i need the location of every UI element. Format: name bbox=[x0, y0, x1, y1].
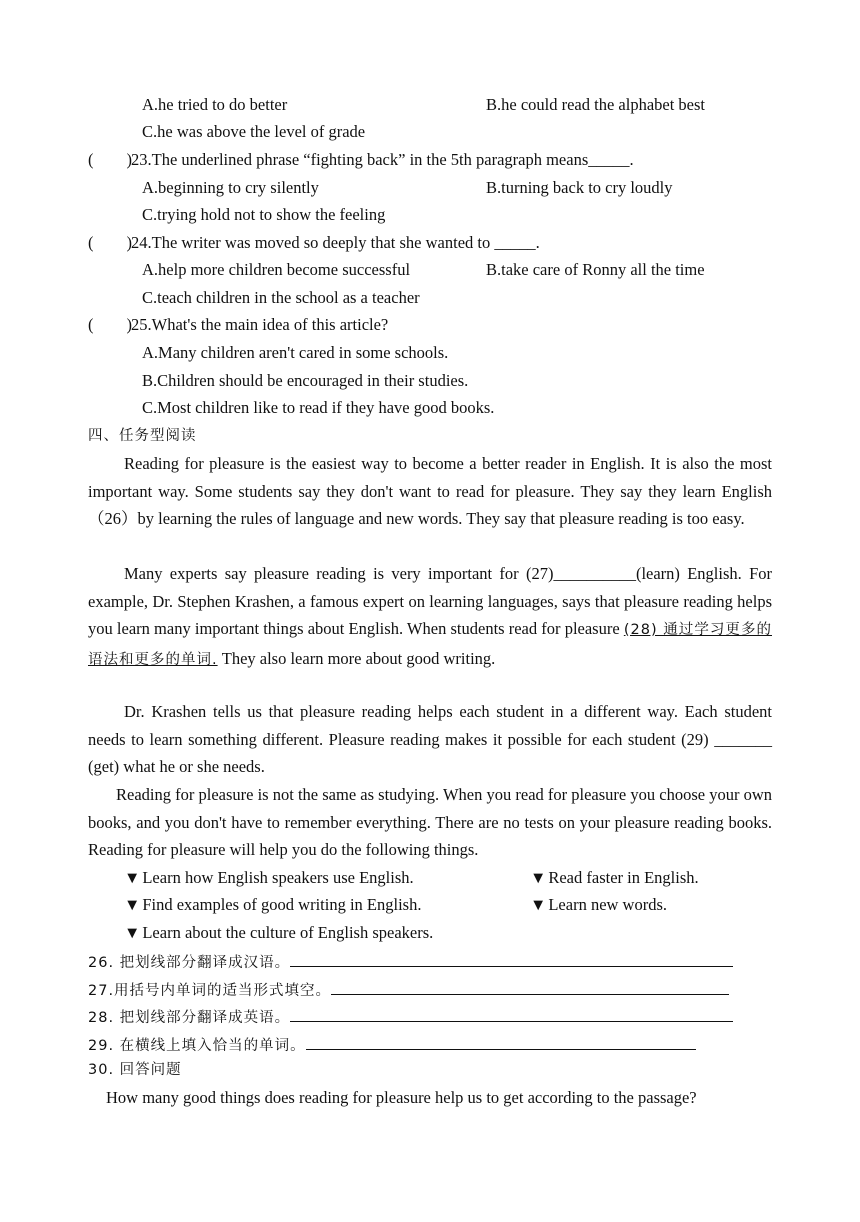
bullet-text: Read faster in English. bbox=[548, 868, 699, 887]
bullet-item bbox=[530, 895, 667, 915]
q22-option-a: A.he tried to do better bbox=[142, 95, 288, 114]
q25-answer-paren[interactable]: ( ) bbox=[88, 315, 132, 334]
p2-text-start: Many experts say pleasure reading is very important for (27)__________(learn) English. For example, Dr. Stephen Krashen, a famous expert on learning languages, says that pleasure reading helps you learn many important things about English. When students read for pleasure bbox=[88, 564, 772, 639]
task-28-label: 28. 把划线部分翻译成英语。 bbox=[88, 1010, 291, 1026]
passage-paragraph-3: Dr. Krashen tells us that pleasure reading helps each student in a different way. Each student needs to learn something different. Pleasure reading makes it possible for each student (29) _______ (get) what he or she needs. bbox=[88, 702, 772, 777]
answer-line-26[interactable] bbox=[290, 950, 733, 967]
bullet-item bbox=[530, 868, 699, 888]
bullet-text: Learn how English speakers use English. bbox=[142, 868, 414, 887]
task-27 bbox=[88, 978, 729, 1001]
q22-option-c: C.he was above the level of grade bbox=[142, 122, 366, 141]
q24-answer-paren[interactable]: ( ) bbox=[88, 233, 132, 252]
triangle-down-icon: ▼ bbox=[124, 868, 141, 887]
task-29-label: 29. 在横线上填入恰当的单词。 bbox=[88, 1038, 306, 1054]
q24-option-c: C.teach children in the school as a teacher bbox=[142, 288, 420, 307]
q23-stem: 23.The underlined phrase “fighting back” in the 5th paragraph means_____. bbox=[131, 150, 634, 169]
triangle-down-icon: ▼ bbox=[124, 923, 141, 942]
q25-option-a: A.Many children aren't cared in some schools. bbox=[142, 343, 449, 362]
bullet-item bbox=[124, 868, 414, 888]
p1-underlined-26: （26）by learning the rules of language and new words bbox=[88, 509, 459, 529]
q24-option-b: B.take care of Ronny all the time bbox=[486, 260, 705, 279]
triangle-down-icon: ▼ bbox=[530, 868, 547, 887]
triangle-down-icon: ▼ bbox=[124, 895, 141, 914]
task-30-label: 30. 回答问题 bbox=[88, 1062, 182, 1078]
answer-line-29[interactable] bbox=[306, 1033, 696, 1050]
bullet-item bbox=[124, 895, 421, 915]
answer-line-27[interactable] bbox=[331, 978, 729, 995]
task-30-question: How many good things does reading for pleasure help us to get according to the passage? bbox=[106, 1088, 697, 1107]
answer-line-28[interactable] bbox=[290, 1005, 733, 1022]
section-title: 四、任务型阅读 bbox=[88, 428, 197, 444]
task-29 bbox=[88, 1033, 696, 1056]
task-26 bbox=[88, 950, 733, 973]
task-26-label: 26. 把划线部分翻译成汉语。 bbox=[88, 955, 291, 971]
q24-option-a: A.help more children become successful bbox=[142, 260, 411, 279]
passage-paragraph-2 bbox=[88, 560, 772, 674]
q23-answer-paren[interactable]: ( ) bbox=[88, 150, 132, 169]
q25-option-c: C.Most children like to read if they have good books. bbox=[142, 398, 495, 417]
q22-option-b: B.he could read the alphabet best bbox=[486, 95, 706, 114]
q25-option-b: B.Children should be encouraged in their studies. bbox=[142, 371, 469, 390]
q23-option-b: B.turning back to cry loudly bbox=[486, 178, 673, 197]
p2-underlined-28: (28) 通过学习更多的语法和更多的单词. bbox=[88, 622, 772, 668]
q25-stem: 25.What's the main idea of this article? bbox=[131, 315, 389, 334]
bullet-text: Learn new words. bbox=[548, 895, 668, 914]
p1-text-end: . They say that pleasure reading is too easy. bbox=[458, 509, 745, 529]
q23-option-a: A.beginning to cry silently bbox=[142, 178, 319, 197]
bullet-item bbox=[124, 923, 433, 943]
task-28 bbox=[88, 1005, 733, 1028]
q24-stem: 24.The writer was moved so deeply that she wanted to _____. bbox=[131, 233, 540, 252]
p1-text-start: Reading for pleasure is the easiest way to become a better reader in English. It is also the most important way. Some students say they don't want to read for pleasure. They say they learn English bbox=[88, 454, 772, 501]
bullet-text: Find examples of good writing in English. bbox=[142, 895, 422, 914]
task-27-label: 27.用括号内单词的适当形式填空。 bbox=[88, 983, 332, 999]
triangle-down-icon: ▼ bbox=[530, 895, 547, 914]
passage-paragraph-1 bbox=[88, 450, 772, 533]
p2-text-end: They also learn more about good writing. bbox=[217, 648, 496, 668]
q23-option-c: C.trying hold not to show the feeling bbox=[142, 205, 386, 224]
bullet-text: Learn about the culture of English speakers. bbox=[142, 923, 434, 942]
passage-paragraph-4: Reading for pleasure is not the same as studying. When you read for pleasure you choose your own books, and you don't have to remember everything. There are no tests on your pleasure reading books. Reading for pleasure will help you do the following things. bbox=[88, 785, 772, 860]
